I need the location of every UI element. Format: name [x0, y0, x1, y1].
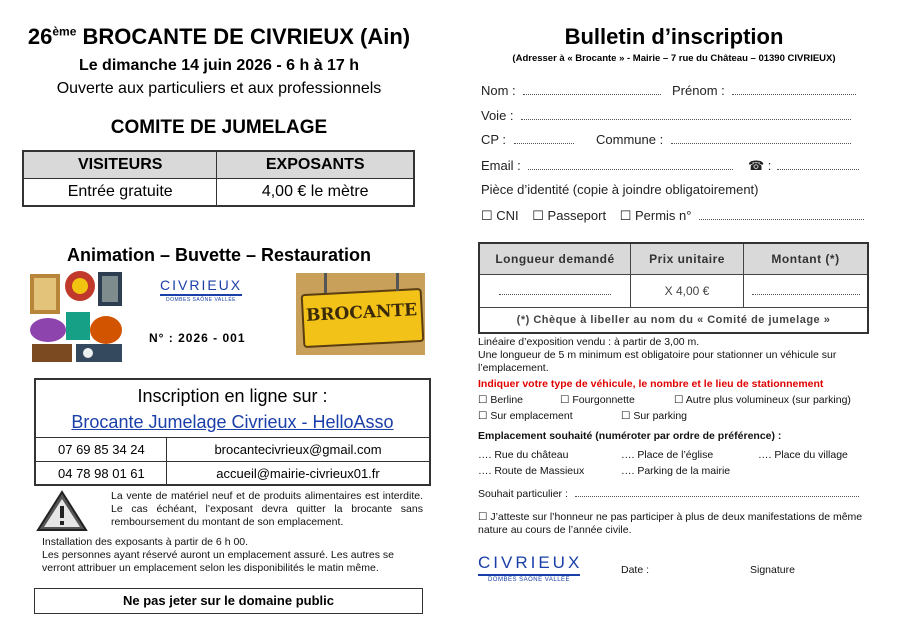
unit-price: X 4,00 € — [631, 275, 744, 308]
event-date: Le dimanche 14 juin 2026 - 6 h à 17 h — [78, 57, 360, 74]
nom-field[interactable] — [523, 94, 661, 95]
col-longueur: Longueur demandé — [479, 243, 631, 275]
registration-number: N° : 2026 - 001 — [149, 331, 246, 345]
souhait-field[interactable] — [575, 496, 859, 497]
event-title: 26ème BROCANTE DE CIVRIEUX (Ain) — [27, 24, 411, 49]
brocante-sign-image — [296, 273, 425, 355]
cheque-note: (*) Chèque à libeller au nom du « Comité de jumelage » — [479, 308, 868, 334]
date-label: Date : — [621, 564, 650, 576]
warning-icon — [36, 490, 88, 532]
montant-input[interactable] — [744, 275, 869, 308]
voie-field[interactable] — [521, 119, 851, 120]
logo-word: CIVRIEUX — [160, 277, 243, 293]
form-title: Bulletin d’inscription — [564, 24, 784, 49]
contact-table — [36, 437, 429, 485]
price-header-visitors: VISITEURS — [23, 151, 217, 179]
vehicle-fourgonnette[interactable]: ☐ Fourgonnette — [560, 394, 635, 406]
price-visitors: Entrée gratuite — [23, 179, 217, 207]
footer-notice: Ne pas jeter sur le domaine public — [34, 588, 423, 614]
form-address: (Adresser à « Brocante » - Mairie – 7 rue du Château – 01390 CIVRIEUX) — [512, 53, 836, 64]
attestation-checkbox[interactable]: ☐ J’atteste sur l’honneur ne pas participer à plus de deux manifestations de même nature au cours de l’année civile. — [478, 511, 863, 536]
field-label-prenom: Prénom : — [672, 83, 725, 98]
warning-text: La vente de matériel neuf et de produits alimentaires est interdite. Le cas échéant, l’exposant devra quitter la brocante sans remboursement du montant de son emplacement. — [111, 490, 423, 528]
col-prix: Prix unitaire — [631, 243, 744, 275]
place-eglise[interactable]: …. Place de l’église — [621, 449, 714, 461]
sign-text: BROCANTE — [305, 300, 418, 326]
logo-word: CIVRIEUX — [478, 553, 583, 572]
price-exhibitors: 4,00 € le mètre — [217, 179, 414, 207]
place-rue-chateau[interactable]: …. Rue du château — [478, 449, 569, 461]
brocante-illustration — [28, 268, 125, 364]
parking-emplacement[interactable]: ☐ Sur emplacement — [478, 410, 573, 422]
field-label-commune: Commune : — [596, 132, 664, 147]
commune-field[interactable] — [671, 143, 851, 144]
pricing-table — [478, 242, 869, 334]
civrieux-logo — [160, 277, 242, 303]
vehicle-autre[interactable]: ☐ Autre plus volumineux (sur parking) — [674, 394, 851, 406]
field-label-nom: Nom : — [481, 83, 516, 98]
civrieux-logo-right — [478, 553, 583, 583]
price-table — [22, 150, 415, 207]
reservation-text: Les personnes ayant réservé auront un emplacement assuré. Les autres se verront attribuer un emplacement selon les disponibilités le matin même. — [42, 549, 394, 574]
checkbox-cni[interactable]: ☐ CNI — [481, 208, 519, 223]
id-document-label: Pièce d’identité (copie à joindre obligatoirement) — [481, 182, 759, 197]
phone-field[interactable] — [777, 169, 859, 170]
place-parking-mairie[interactable]: …. Parking de la mairie — [621, 465, 731, 477]
signature-label: Signature — [750, 564, 795, 576]
online-registration-box — [34, 378, 431, 486]
field-label-voie: Voie : — [481, 108, 514, 123]
animation-line: Animation – Buvette – Restauration — [66, 245, 372, 265]
permis-field[interactable] — [699, 219, 864, 220]
email-field[interactable] — [528, 169, 733, 170]
contact-email[interactable]: brocantecivrieux@gmail.com — [214, 442, 382, 457]
field-label-cp: CP : — [481, 132, 507, 147]
souhait-label: Souhait particulier : — [478, 488, 568, 500]
lineaire-line1: Linéaire d’exposition vendu : à partir de 3,00 m. — [478, 336, 700, 348]
place-village[interactable]: …. Place du village — [758, 449, 848, 461]
price-header-exhibitors: EXPOSANTS — [217, 151, 414, 179]
field-label-email: Email : — [481, 158, 521, 173]
organizer: COMITE DE JUMELAGE — [110, 117, 328, 138]
cp-field[interactable] — [514, 143, 574, 144]
prenom-field[interactable] — [732, 94, 856, 95]
logo-sub: DOMBES SAÔNE VALLÉE — [487, 577, 571, 583]
online-title: Inscription en ligne sur : — [137, 386, 328, 406]
vehicle-berline[interactable]: ☐ Berline — [478, 394, 524, 406]
install-line: Installation des exposants à partir de 6 h 00. — [42, 536, 249, 548]
parking-parking[interactable]: ☐ Sur parking — [621, 410, 688, 422]
contact-phone: 04 78 98 01 61 — [36, 462, 167, 486]
contact-phone: 07 69 85 34 24 — [36, 438, 167, 462]
field-label-phone: ☎ : — [748, 158, 772, 173]
checkbox-permis[interactable]: ☐ Permis n° — [619, 208, 692, 223]
helloasso-link[interactable]: Brocante Jumelage Civrieux - HelloAsso — [71, 412, 394, 432]
col-montant: Montant (*) — [744, 243, 869, 275]
place-route-massieux[interactable]: …. Route de Massieux — [478, 465, 585, 477]
placement-title: Emplacement souhaité (numéroter par ordre de préférence) : — [478, 430, 782, 442]
contact-email[interactable]: accueil@mairie-civrieux01.fr — [216, 466, 380, 481]
lineaire-line2: Une longueur de 5 m minimum est obligatoire pour stationner un véhicule sur l’emplacement. — [478, 349, 837, 374]
longueur-input[interactable] — [479, 275, 631, 308]
logo-sub: DOMBES SAÔNE VALLÉE — [166, 297, 236, 303]
checkbox-passeport[interactable]: ☐ Passeport — [532, 208, 607, 223]
vehicle-title: Indiquer votre type de véhicule, le nombre et le lieu de stationnement — [478, 378, 824, 390]
event-audience: Ouverte aux particuliers et aux professionnels — [56, 80, 382, 97]
